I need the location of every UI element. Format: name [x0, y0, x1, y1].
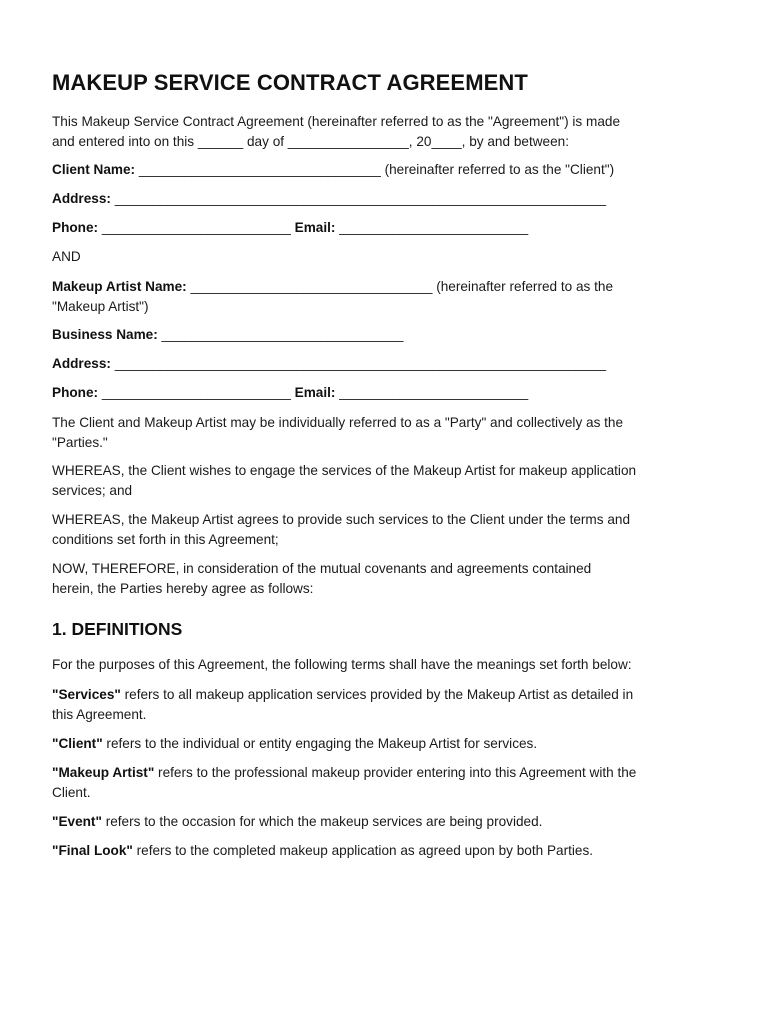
- section-1-heading: 1. DEFINITIONS: [52, 619, 183, 639]
- definition-services: [52, 685, 633, 724]
- whereas-1-line-2: services; and: [52, 482, 133, 498]
- artist-contact-row: [52, 383, 528, 403]
- client-contact-row: [52, 218, 528, 238]
- parties-line-1: The Client and Makeup Artist may be individually referred to as a "Party" and collectively as the: [52, 415, 624, 430]
- artist-address-row: [52, 354, 606, 374]
- definition-artist-term: "Makeup Artist": [52, 765, 155, 780]
- definition-services-text: refers to all makeup application services provided by the Makeup Artist as detailed in: [120, 687, 634, 702]
- business-name-field: ________________________________: [157, 327, 404, 342]
- whereas-paragraph-2: [52, 510, 630, 549]
- client-email-label: Email:: [294, 220, 336, 235]
- definition-artist-text: refers to the professional makeup provider entering into this Agreement with the: [154, 765, 637, 780]
- now-therefore-line-1: NOW, THEREFORE, in consideration of the mutual covenants and agreements contained: [52, 561, 592, 576]
- client-address-label: Address:: [52, 191, 111, 206]
- definition-services-line-2: this Agreement.: [52, 706, 147, 722]
- artist-address-field: _________________________________________________________________: [110, 356, 607, 371]
- definition-event: [52, 812, 542, 832]
- parties-paragraph: [52, 413, 623, 452]
- definition-client-text: refers to the individual or entity engaging the Makeup Artist for services.: [102, 736, 538, 751]
- now-therefore-line-2: herein, the Parties hereby agree as follows:: [52, 580, 314, 596]
- now-therefore-paragraph: [52, 559, 591, 598]
- intro-line-1: This Makeup Service Contract Agreement (hereinafter referred to as the "Agreement") is made: [52, 114, 621, 129]
- intro-line-2: and entered into on this ______ day of ________________, 20____, by and between:: [52, 133, 570, 149]
- artist-address-label: Address:: [52, 356, 111, 371]
- parties-line-2: "Parties.": [52, 434, 108, 450]
- definition-services-term: "Services": [52, 687, 121, 702]
- whereas-2-line-2: conditions set forth in this Agreement;: [52, 531, 279, 547]
- business-name-row: [52, 325, 403, 345]
- definition-client: [52, 734, 537, 754]
- whereas-2-line-1: WHEREAS, the Makeup Artist agrees to provide such services to the Client under the terms and: [52, 512, 631, 527]
- artist-email-field: _________________________: [335, 385, 529, 400]
- definition-event-term: "Event": [52, 814, 102, 829]
- definition-final-look: [52, 841, 593, 861]
- artist-phone-label: Phone:: [52, 385, 99, 400]
- and-separator: AND: [52, 249, 81, 264]
- artist-name-field: ________________________________ (hereinafter referred to as the: [186, 279, 614, 294]
- artist-name-line-2: "Makeup Artist"): [52, 298, 149, 314]
- business-name-label: Business Name:: [52, 327, 158, 342]
- client-name-field: ________________________________ (hereinafter referred to as the "Client"): [135, 162, 615, 177]
- document-title: MAKEUP SERVICE CONTRACT AGREEMENT: [52, 70, 528, 95]
- intro-paragraph: [52, 112, 620, 151]
- definition-event-text: refers to the occasion for which the makeup services are being provided.: [101, 814, 543, 829]
- client-address-field: _________________________________________________________________: [110, 191, 607, 206]
- definition-final-text: refers to the completed makeup application as agreed upon by both Parties.: [132, 843, 594, 858]
- client-name-row: [52, 160, 614, 180]
- definition-client-term: "Client": [52, 736, 103, 751]
- definition-makeup-artist: [52, 763, 636, 802]
- artist-phone-field: _________________________: [98, 385, 295, 400]
- artist-name-row: [52, 277, 613, 316]
- client-email-field: _________________________: [335, 220, 529, 235]
- definitions-intro: For the purposes of this Agreement, the following terms shall have the meanings set forth below:: [52, 657, 632, 672]
- whereas-paragraph-1: [52, 461, 636, 500]
- client-phone-field: _________________________: [98, 220, 295, 235]
- artist-name-label: Makeup Artist Name:: [52, 279, 187, 294]
- client-address-row: [52, 189, 606, 209]
- client-name-label: Client Name:: [52, 162, 136, 177]
- client-phone-label: Phone:: [52, 220, 99, 235]
- definition-final-term: "Final Look": [52, 843, 133, 858]
- artist-email-label: Email:: [294, 385, 336, 400]
- whereas-1-line-1: WHEREAS, the Client wishes to engage the services of the Makeup Artist for makeup application: [52, 463, 637, 478]
- definition-artist-line-2: Client.: [52, 784, 91, 800]
